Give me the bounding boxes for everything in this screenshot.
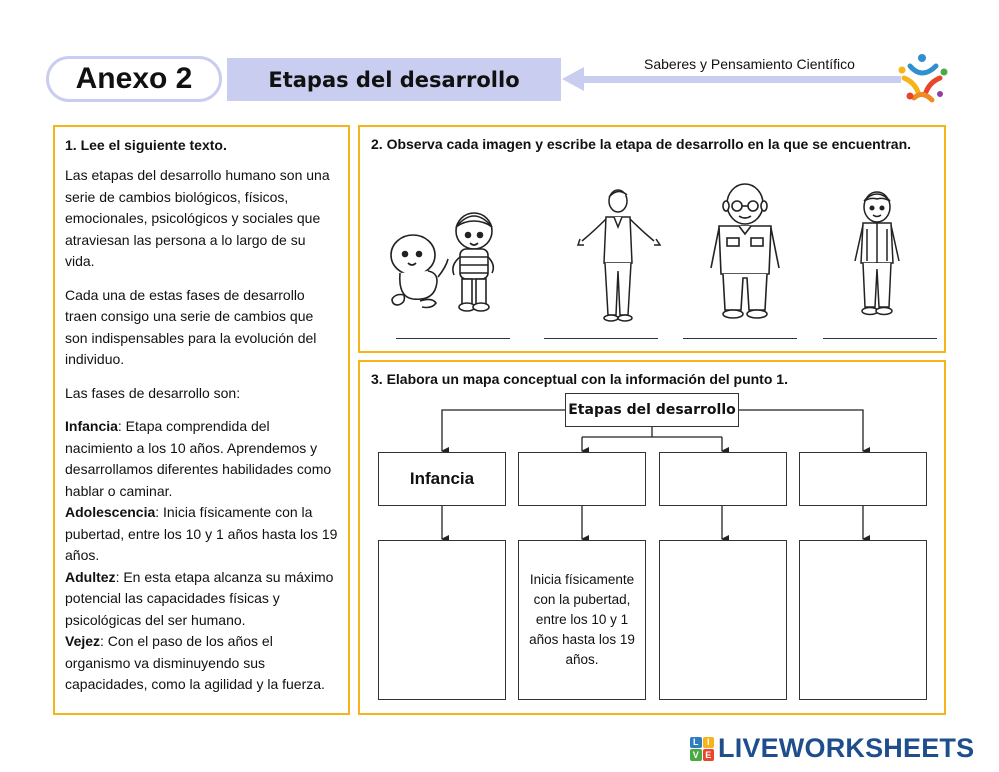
concept-description-box-4[interactable] bbox=[799, 540, 927, 700]
header-arrow-head-icon bbox=[562, 67, 584, 91]
concept-description-box-1[interactable] bbox=[378, 540, 506, 700]
concept-stage-box-3[interactable] bbox=[659, 452, 787, 506]
concept-description-box-2[interactable] bbox=[518, 540, 646, 700]
concept-stage-label: Infancia bbox=[409, 469, 475, 488]
answer-blank-2[interactable] bbox=[544, 338, 658, 339]
reading-paragraph-1: Las etapas del desarrollo humano son una serie de cambios biológicos, físicos, emocionales, psicológicos y sociales que atraviesan las persona a lo largo de su vida. bbox=[65, 167, 330, 269]
reading-panel bbox=[53, 125, 350, 715]
stage-term: Adolescencia bbox=[65, 504, 156, 520]
annex-label-text: Anexo 2 bbox=[75, 62, 193, 95]
teen-boy-icon bbox=[847, 189, 907, 319]
stage-definitions bbox=[65, 416, 338, 696]
concept-map-root bbox=[565, 393, 739, 427]
brand-letter: V bbox=[690, 749, 702, 761]
brand-letter: L bbox=[690, 737, 702, 749]
liveworksheets-wordmark: LIVEWORKSHEETS bbox=[718, 733, 975, 763]
worksheet-title bbox=[227, 58, 561, 101]
image-question-panel bbox=[358, 125, 946, 353]
concept-stage-box-1[interactable] bbox=[378, 452, 506, 506]
annex-label bbox=[46, 56, 222, 102]
reading-heading: 1. Lee el siguiente texto. bbox=[65, 137, 227, 153]
brand-letter: E bbox=[703, 749, 715, 761]
people-circle-logo-icon bbox=[892, 50, 952, 108]
stage-definition-vejez bbox=[65, 631, 338, 696]
liveworksheets-logo-icon bbox=[690, 737, 714, 761]
stage-text: : Inicia físicamente con la pubertad, entre los 10 y 1 años hasta los 19 años. bbox=[65, 504, 338, 563]
brand-letter: I bbox=[703, 737, 715, 749]
concept-description-box-3[interactable] bbox=[659, 540, 787, 700]
concept-map-root-label: Etapas del desarrollo bbox=[568, 402, 736, 418]
adult-man-icon bbox=[574, 187, 664, 327]
concept-stage-box-2[interactable] bbox=[518, 452, 646, 506]
stage-definition-adolescencia bbox=[65, 502, 338, 567]
answer-blank-3[interactable] bbox=[683, 338, 797, 339]
liveworksheets-brand bbox=[690, 733, 974, 764]
reading-paragraph-2: Cada una de estas fases de desarrollo traen consigo una serie de cambios que son indispensables para la evolución del individuo. bbox=[65, 286, 317, 367]
answer-blank-4[interactable] bbox=[823, 338, 937, 339]
worksheet-title-text: Etapas del desarrollo bbox=[268, 67, 520, 92]
image-question-heading: 2. Observa cada imagen y escribe la etapa de desarrollo en la que se encuentran. bbox=[371, 136, 912, 152]
concept-description-text: Inicia físicamente con la pubertad, entre los 10 y 1 años hasta los 19 años. bbox=[529, 572, 635, 667]
stage-text: : Con el paso de los años el organismo va disminuyendo sus capacidades, como la agilidad y la fuerza. bbox=[65, 633, 325, 692]
stage-definition-infancia bbox=[65, 416, 338, 502]
stage-definition-adultez bbox=[65, 567, 338, 632]
answer-blank-1[interactable] bbox=[396, 338, 510, 339]
concept-map-heading: 3. Elabora un mapa conceptual con la información del punto 1. bbox=[371, 371, 788, 387]
header-arrow-line bbox=[583, 76, 901, 83]
baby-and-child-icon bbox=[388, 207, 498, 317]
subject-label: Saberes y Pensamiento Científico bbox=[644, 56, 855, 72]
concept-stage-box-4[interactable] bbox=[799, 452, 927, 506]
stage-text: : Etapa comprendida del nacimiento a los 10 años. Aprendemos y desarrollamos diferentes habilidades como hablar o caminar. bbox=[65, 418, 332, 499]
elderly-man-icon bbox=[705, 182, 785, 322]
stage-term: Vejez bbox=[65, 633, 101, 649]
stage-text: : En esta etapa alcanza su máximo potencial las capacidades físicas y psicológicas del ser humano. bbox=[65, 568, 334, 628]
stage-term: Adultez bbox=[65, 568, 116, 585]
stage-term: Infancia bbox=[65, 418, 118, 434]
reading-paragraph-3: Las fases de desarrollo son: bbox=[65, 384, 241, 401]
